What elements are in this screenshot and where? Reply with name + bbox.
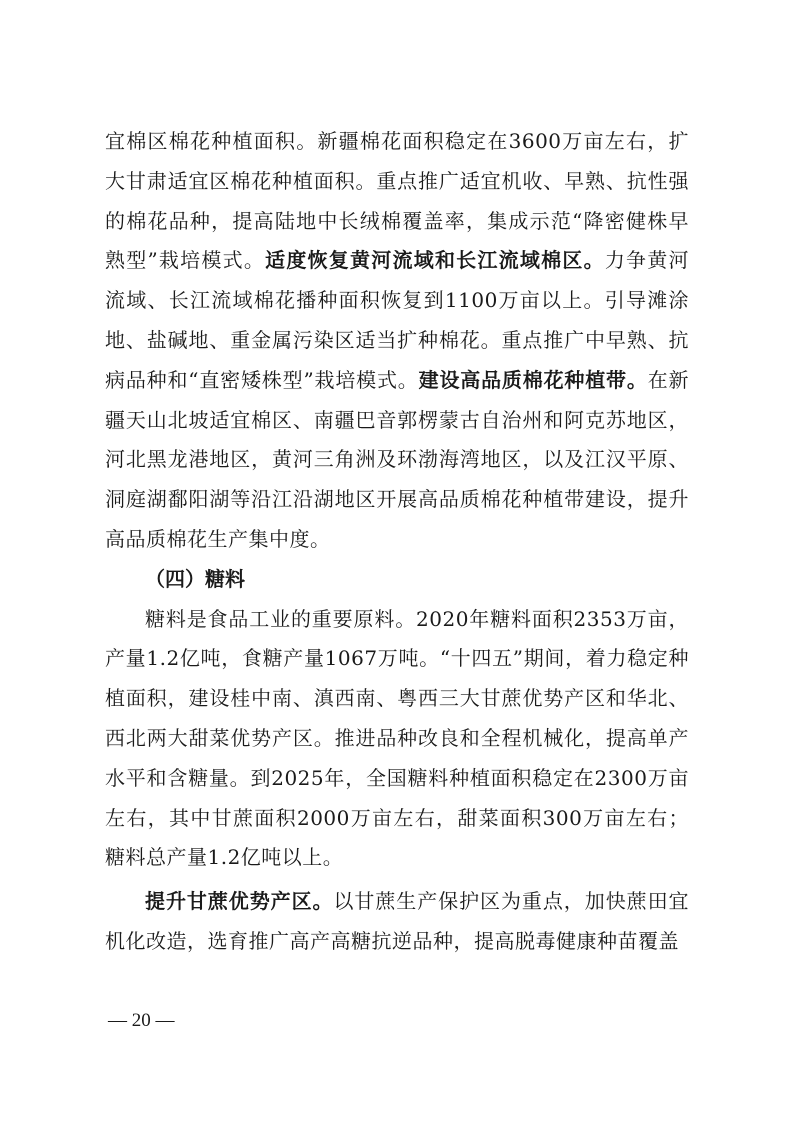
document-body bbox=[105, 122, 689, 962]
paragraph-sugarcane bbox=[105, 882, 689, 962]
paragraph-cotton bbox=[105, 122, 689, 560]
sugarcane-text: 以甘蔗生产保护区为重点，加快蔗田宜机化改造，选育推广高产高糖抗逆品种，提高脱毒健康种苗覆盖 bbox=[105, 889, 690, 953]
cotton-text-2: 力争黄河流域、长江流域棉花播种面积恢复到1100万亩以上。引导滩涂地、盐碱地、重金属污染区适当扩种棉花。重点推广中早熟、抗病品种和“直密矮株型”栽培模式。 bbox=[105, 248, 690, 392]
section-heading-sugar: （四）糖料 bbox=[145, 566, 245, 591]
paragraph-sugar: 糖料是食品工业的重要原料。2020年糖料面积2353万亩，产量1.2亿吨，食糖产量1067万吨。“十四五”期间，着力稳定种植面积，建设桂中南、滇西南、粤西三大甘蔗优势产区和华北、西北两大甜菜优势产区。推进品种改良和全程机械化，提高单产水平和含糖量。到2025年，全国糖料种植面积稳定在2300万亩左右，其中甘蔗面积2000万亩左右，甜菜面积300万亩左右；糖料总产量1.2亿吨以上。 bbox=[105, 606, 689, 870]
cotton-bold-heading-1: 适度恢复黄河流域和长江流域棉区。 bbox=[265, 248, 605, 273]
page-number: — 20 — bbox=[108, 1010, 175, 1031]
sugarcane-bold-heading: 提升甘蔗优势产区。 bbox=[145, 889, 334, 914]
cotton-text-3: 在新疆天山北坡适宜棉区、南疆巴音郭楞蒙古自治州和阿克苏地区，河北黑龙港地区，黄河三角洲及环渤海湾地区，以及江汉平原、洞庭湖鄱阳湖等沿江沿湖地区开展高品质棉花种植带建设，提升高品质棉花生产集中度。 bbox=[105, 367, 690, 551]
cotton-bold-heading-2: 建设高品质棉花种植带。 bbox=[418, 367, 648, 392]
cotton-text-1: 宜棉区棉花种植面积。新疆棉花面积稳定在3600万亩左右，扩大甘肃适宜区棉花种植面积。重点推广适宜机收、早熟、抗性强的棉花品种，提高陆地中长绒棉覆盖率，集成示范“降密健株早熟型”栽培模式。 bbox=[105, 129, 689, 273]
